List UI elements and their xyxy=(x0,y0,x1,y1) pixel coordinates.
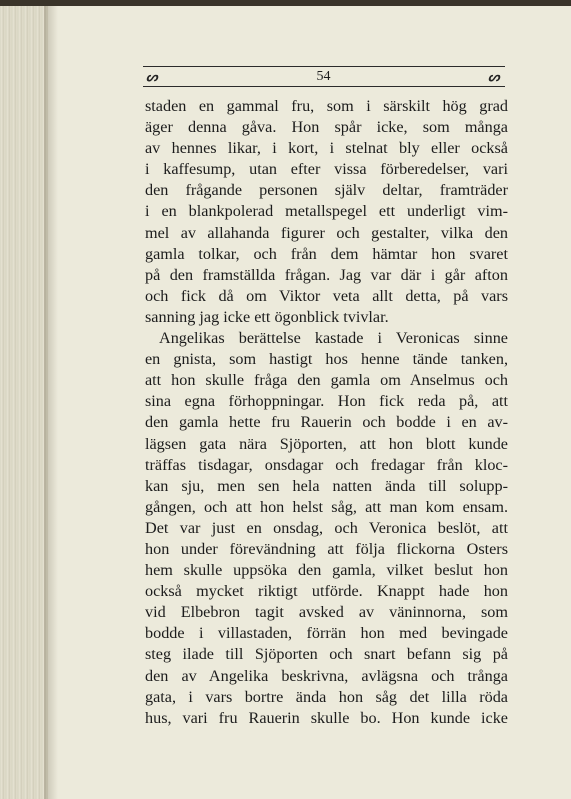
ornament-right: ᔕ xyxy=(488,70,500,85)
text-line: hus, vari fru Rauerin skulle bo. Hon kunde icke xyxy=(145,708,508,727)
text-line: äger denna gåva. Hon spår icke, som många xyxy=(145,118,508,137)
text-line: sina egna förhoppningar. Hon fick reda på, att xyxy=(145,392,508,411)
page-number: 54 xyxy=(316,69,331,84)
text-line: hem skulle uppsöka den gamla, vilket beslut hon xyxy=(145,561,508,580)
text-line: mel av allahanda figurer och gestalter, vilka den xyxy=(145,223,508,242)
text-line: i en blankpolerad metallspegel ett underligt vim- xyxy=(145,202,508,221)
ornament-left: ᔕ xyxy=(146,70,158,85)
text-line: vid Elbebron tagit avsked av väninnorna, som xyxy=(145,603,508,622)
text-line: hon under förevändning att följa flickorna Osters xyxy=(145,539,508,558)
text-line: staden en gammal fru, som i särskilt hög grad xyxy=(145,97,508,115)
text-line: att hon skulle fråga den gamla om Anselmus och xyxy=(145,371,508,390)
text-line: av hennes likar, i kort, i stelnat bly eller också xyxy=(145,139,508,158)
header-rule-top xyxy=(143,66,505,67)
text-line: gata, i vars bortre ända hon såg det lilla röda xyxy=(145,687,508,706)
text-line: den gamla hette fru Rauerin och bodde i en av- xyxy=(145,413,508,432)
text-line: och fick då om Viktor veta allt detta, på vars xyxy=(145,286,508,305)
text-line: träffas tisdagar, onsdagar och fredagar från kloc- xyxy=(145,455,508,474)
text-line: den frågande personen själv deltar, framträder xyxy=(145,181,508,200)
text-line: lägsen gata nära Sjöporten, att hon blott kunde xyxy=(145,434,508,453)
text-line: också mycket riktigt utförde. Knappt hade hon xyxy=(145,582,508,601)
text-line: en gnista, som hastigt hos henne tände tanken, xyxy=(145,350,508,369)
text-line: steg ilade till Sjöporten och snart befann sig på xyxy=(145,645,508,664)
text-line: Angelikas berättelse kastade i Veronicas sinne xyxy=(159,329,508,348)
text-line: Det var just en onsdag, och Veronica beslöt, att xyxy=(145,518,508,537)
page-edges xyxy=(0,0,48,799)
text-line: i kaffesump, utan efter vissa förberedelser, vari xyxy=(145,160,508,179)
text-line: gamla tolkar, och från dem hämtar hon svaret xyxy=(145,244,508,263)
top-edge xyxy=(0,0,571,6)
text-line: på den framställda frågan. Jag var där i går afton xyxy=(145,265,508,284)
text-line: bodde i villastaden, förrän hon med bevingade xyxy=(145,624,508,643)
body-text xyxy=(145,96,508,729)
text-line: sanning jag icke ett ögonblick tvivlar. xyxy=(145,307,389,326)
text-line: kan sju, men sen hela natten ända till solupp- xyxy=(145,476,508,495)
text-line: den av Angelika beskrivna, avlägsna och trånga xyxy=(145,666,508,685)
spine-shadow xyxy=(44,0,58,799)
header-rule-bottom xyxy=(143,86,505,87)
text-line: gången, och att hon helst såg, att man kom ensam. xyxy=(145,497,508,516)
